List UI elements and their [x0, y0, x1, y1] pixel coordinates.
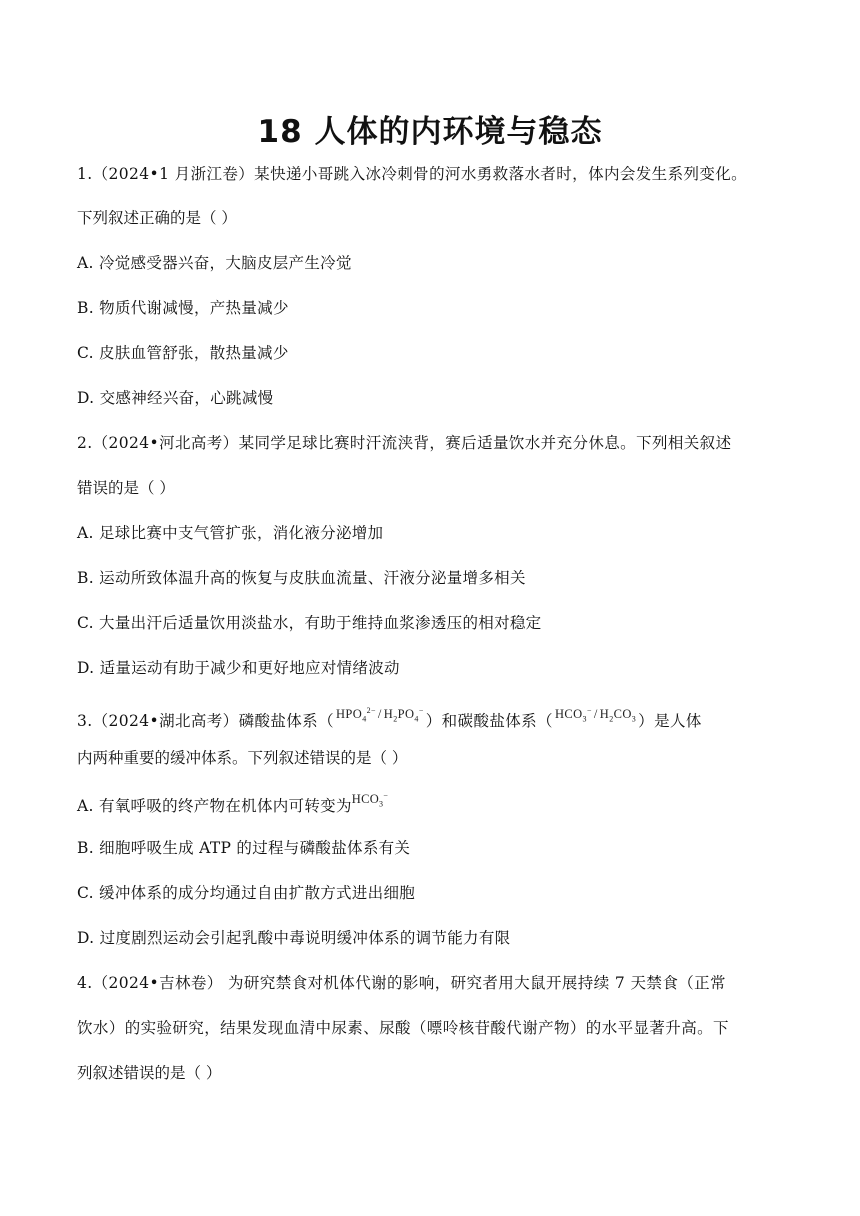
question-3-line-2: 内两种重要的缓冲体系。下列叙述错误的是（ ） — [77, 749, 408, 767]
question-1-line-1: 1.（2024•1 月浙江卷）某快递小哥跳入冰冷刺骨的河水勇救落水者时，体内会发生系列变化。 — [77, 165, 748, 183]
question-3-line-1 — [77, 706, 800, 738]
carbonate-formula: HCO3− / H2CO3 — [554, 706, 637, 724]
question-3-option-b: B. 细胞呼吸生成 ATP 的过程与磷酸盐体系有关 — [77, 839, 411, 857]
question-2-line-2: 错误的是（ ） — [77, 479, 175, 497]
question-4-line-3: 列叙述错误的是（ ） — [77, 1064, 222, 1082]
page-title: 18 人体的内环境与稳态 — [257, 114, 603, 150]
question-4-line-1: 4.（2024•吉林卷） 为研究禁食对机体代谢的影响，研究者用大鼠开展持续 7 天禁食（正常 — [77, 974, 726, 992]
question-3-text-part-1: 3.（2024•湖北高考）磷酸盐体系（ — [77, 712, 334, 731]
question-3-option-a: A. 有氧呼吸的终产物在机体内可转变为$^{HCO_3^-}$ — [77, 791, 389, 816]
question-2-option-d: D. 适量运动有助于减少和更好地应对情绪波动 — [77, 659, 400, 677]
question-2-option-c: C. 大量出汗后适量饮用淡盐水，有助于维持血浆渗透压的相对稳定 — [77, 614, 542, 632]
question-1-option-b: B. 物质代谢减慢，产热量减少 — [77, 299, 289, 317]
question-3-option-d: D. 过度剧烈运动会引起乳酸中毒说明缓冲体系的调节能力有限 — [77, 929, 511, 947]
question-2-option-b: B. 运动所致体温升高的恢复与皮肤血流量、汗液分泌量增多相关 — [77, 569, 526, 587]
question-3-option-c: C. 缓冲体系的成分均通过自由扩散方式进出细胞 — [77, 884, 416, 902]
question-4-line-2: 饮水）的实验研究，结果发现血清中尿素、尿酸（嘌呤核苷酸代谢产物）的水平显著升高。下 — [77, 1019, 729, 1037]
phosphate-formula: HPO42− / H2PO4− — [335, 706, 424, 724]
question-3-text-part-2: ）和碳酸盐体系（ — [425, 712, 553, 731]
question-1-option-a: A. 冷觉感受器兴奋，大脑皮层产生冷觉 — [77, 254, 352, 272]
question-1-option-c: C. 皮肤血管舒张，散热量减少 — [77, 344, 289, 362]
bicarbonate-formula: HCO3− — [351, 791, 389, 809]
question-1-line-2: 下列叙述正确的是（ ） — [77, 209, 237, 227]
question-1-option-d: D. 交感神经兴奋，心跳减慢 — [77, 389, 274, 407]
question-3-text-part-3: ）是人体 — [638, 712, 702, 731]
question-2-line-1: 2.（2024•河北高考）某同学足球比赛时汗流浃背，赛后适量饮水并充分休息。下列相关叙述 — [77, 434, 732, 452]
question-2-option-a: A. 足球比赛中支气管扩张，消化液分泌增加 — [77, 524, 384, 542]
